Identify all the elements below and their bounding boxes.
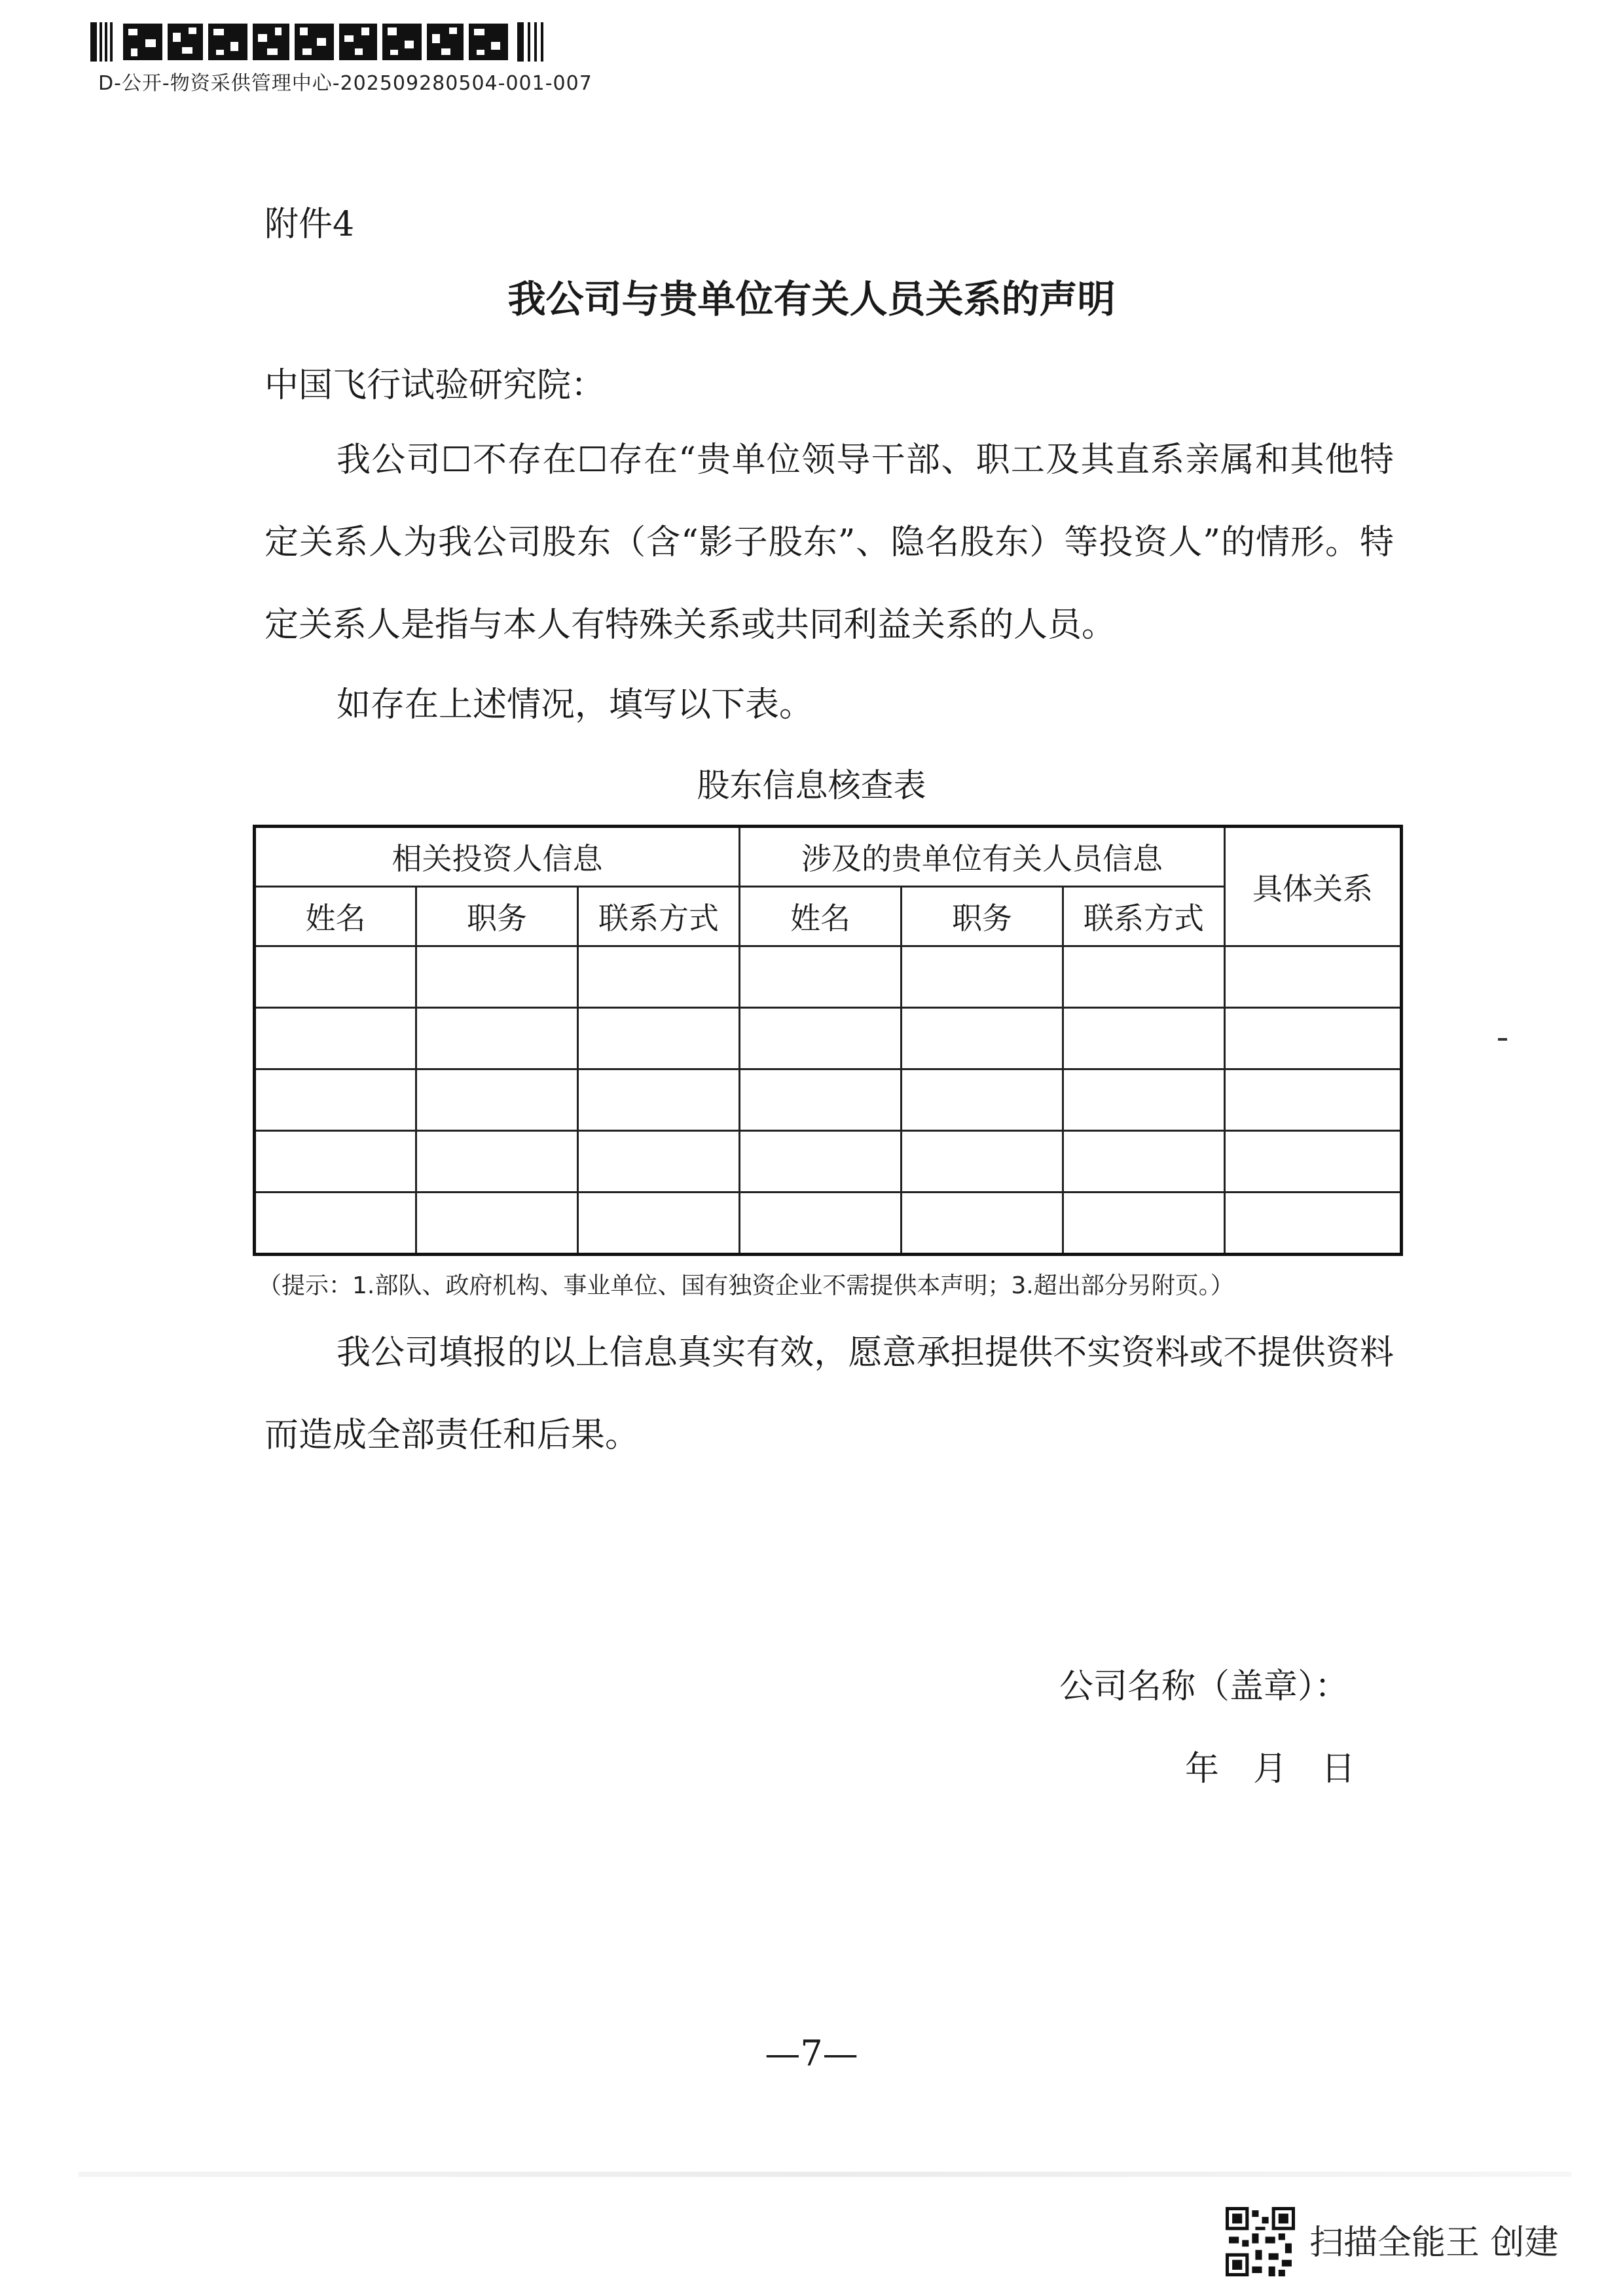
column-header: 姓名 bbox=[740, 887, 902, 946]
empty-cell bbox=[416, 1131, 578, 1193]
table-row bbox=[255, 1069, 1402, 1131]
column-header: 职务 bbox=[416, 887, 578, 946]
table-row bbox=[255, 946, 1402, 1008]
salutation: 中国飞行试验研究院： bbox=[264, 366, 606, 405]
empty-cell bbox=[416, 1008, 578, 1069]
scanner-watermark: 扫描全能王 创建 bbox=[1309, 2223, 1559, 2263]
empty-cell bbox=[416, 946, 578, 1008]
column-header: 联系方式 bbox=[1063, 887, 1225, 946]
empty-cell bbox=[578, 946, 740, 1008]
attachment-label: 附件4 bbox=[264, 205, 355, 244]
empty-cell bbox=[416, 1069, 578, 1131]
empty-cell bbox=[740, 946, 902, 1008]
empty-cell bbox=[1225, 1008, 1402, 1069]
investor-group-header: 相关投资人信息 bbox=[255, 827, 740, 887]
empty-cell bbox=[578, 1069, 740, 1131]
date-label: 年 月 日 bbox=[1185, 1749, 1356, 1789]
empty-cell bbox=[1225, 1131, 1402, 1193]
empty-cell bbox=[902, 1069, 1063, 1131]
commitment-paragraph: 我公司填报的以上信息真实有效，愿意承担提供不实资料或不提供资料而造成全部责任和后果。 bbox=[264, 1333, 1394, 1455]
empty-cell bbox=[1063, 1193, 1225, 1255]
empty-cell bbox=[578, 1008, 740, 1069]
empty-cell bbox=[740, 1193, 902, 1255]
declaration-paragraph: 我公司☐不存在☐存在“贵单位领导干部、职工及其直系亲属和其他特定关系人为我公司股东（含“影子股东”、隐名股东）等投资人”的情形。特定关系人是指与本人有特殊关系或共同利益关系的人员。 bbox=[264, 440, 1394, 645]
shareholder-info-table bbox=[253, 825, 1403, 1256]
column-header: 职务 bbox=[902, 887, 1063, 946]
document-title: 我公司与贵单位有关人员关系的声明 bbox=[507, 277, 1116, 321]
empty-cell bbox=[255, 1008, 416, 1069]
empty-cell bbox=[902, 1131, 1063, 1193]
page-number: —7— bbox=[765, 2033, 858, 2074]
table-title: 股东信息核查表 bbox=[697, 766, 926, 804]
empty-cell bbox=[902, 1008, 1063, 1069]
empty-cell bbox=[255, 1069, 416, 1131]
empty-cell bbox=[578, 1131, 740, 1193]
scan-edge bbox=[79, 2172, 1571, 2177]
stray-mark bbox=[1498, 1038, 1507, 1041]
column-header: 联系方式 bbox=[578, 887, 740, 946]
hint-note: （提示：1.部队、政府机构、事业单位、国有独资企业不需提供本声明；3.超出部分另附页。） bbox=[258, 1272, 1234, 1299]
empty-cell bbox=[255, 1193, 416, 1255]
empty-cell bbox=[1225, 946, 1402, 1008]
empty-cell bbox=[902, 946, 1063, 1008]
qr-code-icon bbox=[1226, 2207, 1295, 2276]
empty-cell bbox=[1063, 1069, 1225, 1131]
empty-cell bbox=[1063, 1131, 1225, 1193]
empty-cell bbox=[1225, 1193, 1402, 1255]
column-header: 姓名 bbox=[255, 887, 416, 946]
empty-cell bbox=[255, 1131, 416, 1193]
table-row bbox=[255, 1131, 1402, 1193]
empty-cell bbox=[416, 1193, 578, 1255]
empty-cell bbox=[1225, 1069, 1402, 1131]
empty-cell bbox=[1063, 1008, 1225, 1069]
relationship-header: 具体关系 bbox=[1225, 827, 1402, 946]
empty-cell bbox=[255, 946, 416, 1008]
barcode-text: D-公开-物资采供管理中心-202509280504-001-007 bbox=[98, 72, 593, 95]
staff-group-header: 涉及的贵单位有关人员信息 bbox=[740, 827, 1225, 887]
empty-cell bbox=[902, 1193, 1063, 1255]
barcode-icon bbox=[90, 20, 601, 64]
empty-cell bbox=[578, 1193, 740, 1255]
table-row bbox=[255, 1193, 1402, 1255]
empty-cell bbox=[740, 1131, 902, 1193]
empty-cell bbox=[740, 1008, 902, 1069]
instruction-paragraph: 如存在上述情况，填写以下表。 bbox=[337, 685, 814, 725]
empty-cell bbox=[740, 1069, 902, 1131]
table-row bbox=[255, 1008, 1402, 1069]
signature-label: 公司名称（盖章）： bbox=[1059, 1667, 1349, 1706]
empty-cell bbox=[1063, 946, 1225, 1008]
